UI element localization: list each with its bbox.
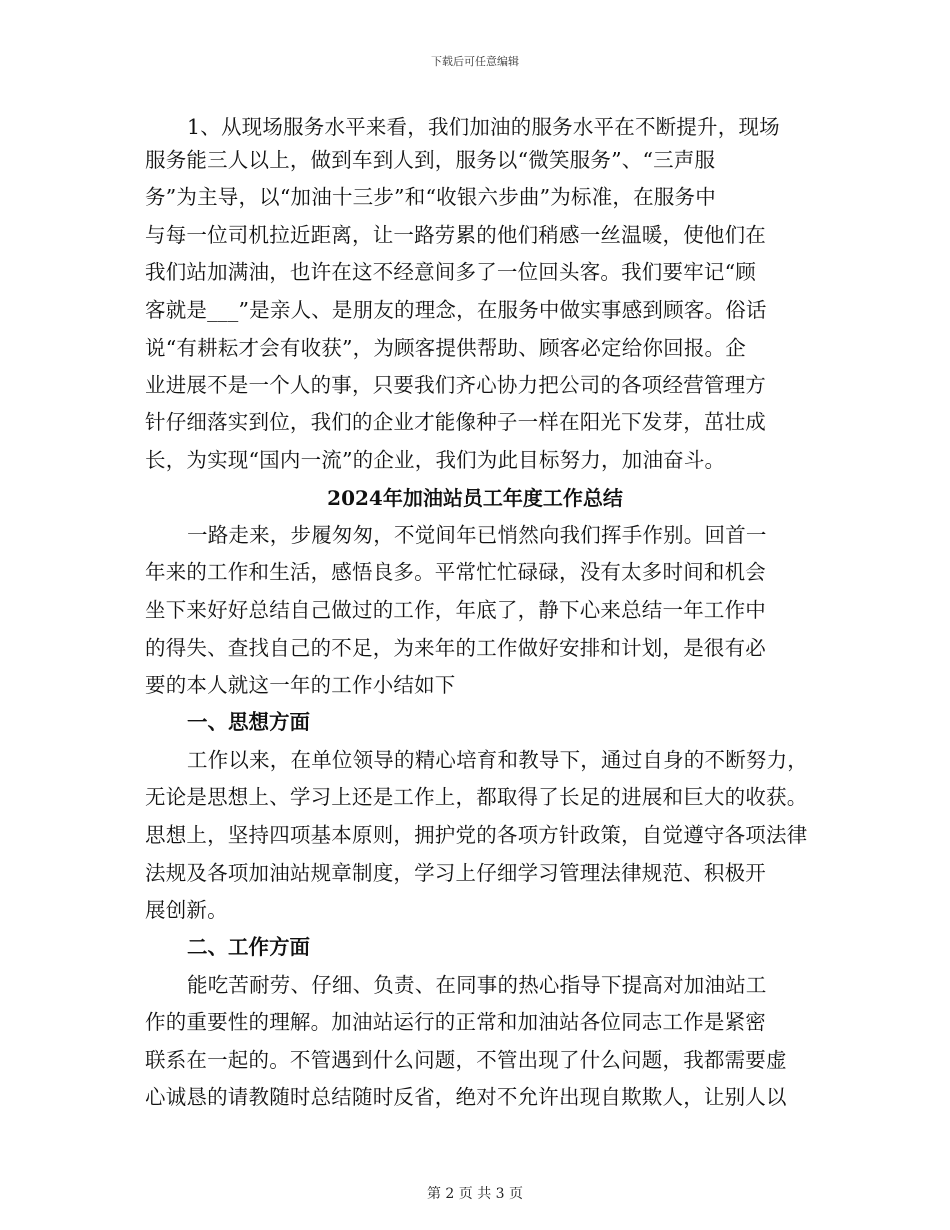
section-heading-thought: 一、思想方面 xyxy=(187,710,310,734)
paragraph-line: 作的重要性的理解。加油站运行的正常和加油站各位同志工作是紧密 xyxy=(145,1010,766,1034)
paragraph-line: 要的本人就这一年的工作小结如下 xyxy=(145,673,456,697)
paragraph-line: 长，为实现“国内一流”的企业，我们为此目标努力，加油奋斗。 xyxy=(145,448,726,472)
paragraph-line: 的得失、查找自己的不足，为来年的工作做好安排和计划，是很有必 xyxy=(145,636,766,660)
paragraph-line: 一路走来，步履匆匆，不觉间年已悄然向我们挥手作别。回首一 xyxy=(187,523,767,547)
paragraph-line: 服务能三人以上，做到车到人到，服务以“微笑服务”、“三声服 xyxy=(145,148,716,172)
page-header: 下载后可任意编辑 xyxy=(431,55,519,68)
paragraph-line: 年来的工作和生活，感悟良多。平常忙忙碌碌，没有太多时间和机会 xyxy=(145,560,766,584)
paragraph-line: 坐下来好好总结自己做过的工作，年底了，静下心来总结一年工作中 xyxy=(145,598,766,622)
paragraph-line: 我们站加满油，也许在这不经意间多了一位回头客。我们要牢记“顾 xyxy=(145,260,756,284)
section-heading-work: 二、工作方面 xyxy=(187,935,310,959)
paragraph-line: 务”为主导，以“加油十三步”和“收银六步曲”为标准，在服务中 xyxy=(145,185,716,209)
paragraph-line: 思想上，坚持四项基本原则，拥护党的各项方针政策，自觉遵守各项法律 xyxy=(145,823,808,847)
paragraph-line: 针仔细落实到位，我们的企业才能像种子一样在阳光下发芽，茁壮成 xyxy=(145,410,766,434)
page-footer: 第 2 页 共 3 页 xyxy=(426,1186,524,1202)
paragraph-line: 1、从现场服务水平来看，我们加油的服务水平在不断提升，现场 xyxy=(187,115,780,139)
paragraph-line: 说“有耕耘才会有收获”，为顾客提供帮助、顾客必定给你回报。企 xyxy=(145,336,746,360)
paragraph-line: 展创新。 xyxy=(145,898,228,922)
paragraph-line: 法规及各项加油站规章制度，学习上仔细学习管理法律规范、积极开 xyxy=(145,861,766,885)
paragraph-line: 无论是思想上、学习上还是工作上，都取得了长足的进展和巨大的收获。 xyxy=(145,785,808,809)
paragraph-line: 工作以来，在单位领导的精心培育和教导下，通过自身的不断努力， xyxy=(187,748,808,772)
paragraph-line: 能吃苦耐劳、仔细、负责、在同事的热心指导下提高对加油站工 xyxy=(187,973,767,997)
paragraph-line: 心诚恳的请教随时总结随时反省，绝对不允许出现自欺欺人，让别人以 xyxy=(145,1085,787,1109)
paragraph-line: 业进展不是一个人的事，只要我们齐心协力把公司的各项经营管理方 xyxy=(145,373,766,397)
paragraph-line: 客就是___”是亲人、是朋友的理念，在服务中做实事感到顾客。俗话 xyxy=(145,298,767,322)
paragraph-line: 与每一位司机拉近距离，让一路劳累的他们稍感一丝温暖，使他们在 xyxy=(145,223,766,247)
paragraph-line: 联系在一起的。不管遇到什么问题，不管出现了什么问题，我都需要虚 xyxy=(145,1048,787,1072)
document-title: 2024年加油站员工年度工作总结 xyxy=(327,486,623,510)
